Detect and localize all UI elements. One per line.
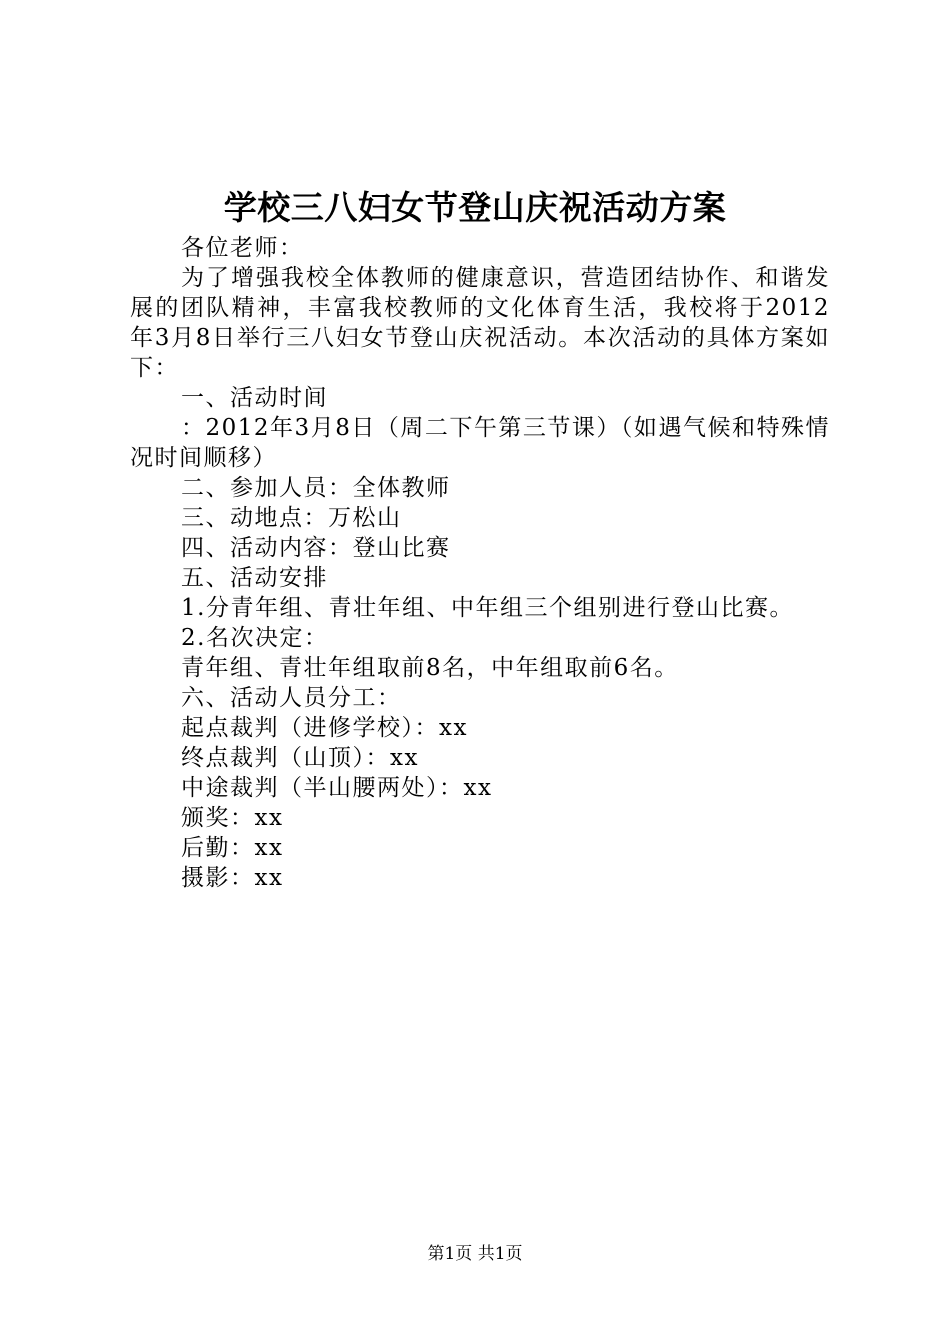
section-heading-staff: 六、活动人员分工：: [181, 685, 402, 711]
staff-awards: 颁奖：xx: [181, 805, 284, 831]
salutation: 各位老师：: [181, 235, 304, 261]
document-body: [130, 233, 830, 893]
section-heading-time: 一、活动时间: [181, 385, 328, 411]
page-total: 共1页: [477, 1244, 523, 1264]
arrangement-item-2: 2.名次决定：: [181, 625, 329, 651]
staff-start-judge: 起点裁判（进修学校）：xx: [181, 715, 468, 741]
time-detail: ：2012年3月8日（周二下午第三节课）（如遇气候和特殊情况时间顺移）: [130, 415, 830, 471]
staff-midway-judge: 中途裁判（半山腰两处）：xx: [181, 775, 493, 801]
section-content: 四、活动内容：登山比赛: [181, 535, 451, 561]
page-footer: [0, 1242, 950, 1266]
section-participants: 二、参加人员：全体教师: [181, 475, 451, 501]
page-number: 第1页: [427, 1244, 473, 1264]
section-location: 三、动地点：万松山: [181, 505, 402, 531]
intro-paragraph: 为了增强我校全体教师的健康意识，营造团结协作、和谐发展的团队精神，丰富我校教师的文化体育生活，我校将于2012年3月8日举行三八妇女节登山庆祝活动。本次活动的具体方案如下：: [130, 265, 830, 381]
staff-photography: 摄影：xx: [181, 865, 284, 891]
staff-logistics: 后勤：xx: [181, 835, 284, 861]
document-title: 学校三八妇女节登山庆祝活动方案: [223, 188, 727, 227]
ranking-detail: 青年组、青壮年组取前8名，中年组取前6名。: [181, 655, 679, 681]
section-heading-arrangement: 五、活动安排: [181, 565, 328, 591]
arrangement-item-1: 1.分青年组、青壮年组、中年组三个组别进行登山比赛。: [181, 595, 794, 621]
staff-finish-judge: 终点裁判（山顶）：xx: [181, 745, 419, 771]
